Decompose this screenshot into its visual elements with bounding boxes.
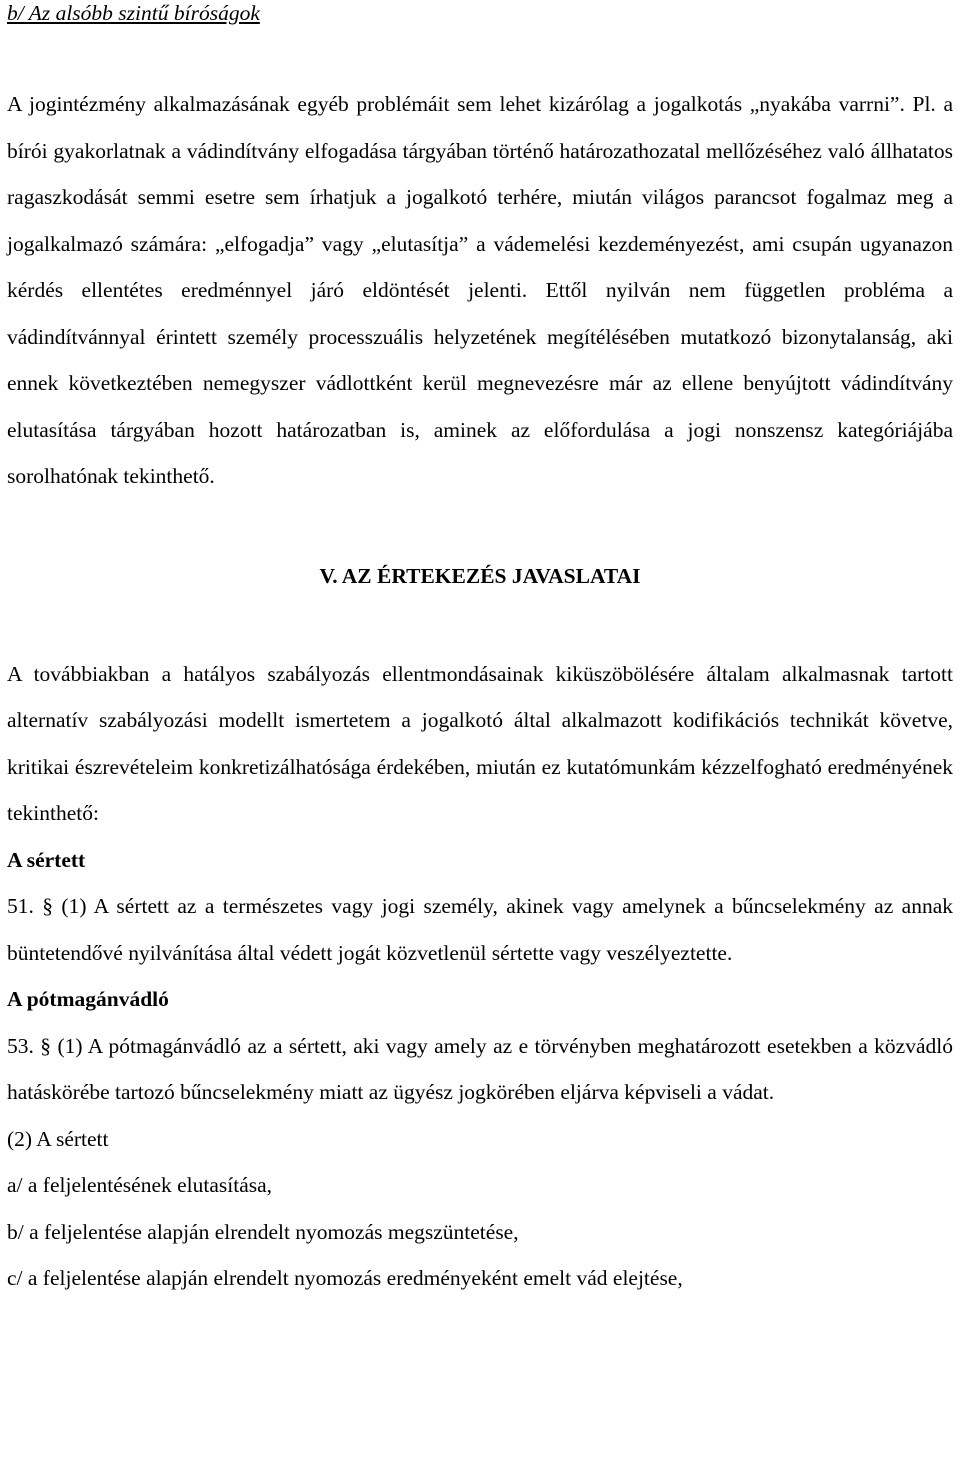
subheading: b/ Az alsóbb szintű bíróságok xyxy=(7,1,260,25)
list-item: b/ a feljelentése alapján elrendelt nyomozás megszüntetése, xyxy=(7,1219,519,1244)
section-heading-potmaganvadlo: A pótmagánvádló xyxy=(7,987,169,1011)
section-text-potmaganvadlo: 53. § (1) A pótmagánvádló az a sértett, aki vagy amely az e törvényben meghatározott esetekben a közvádló hatáskörébe tartozó bűncselekmény miatt az ügyész jogkörében eljárva képviseli a vádat. xyxy=(7,1033,953,1104)
paragraph-body: A jogintézmény alkalmazásának egyéb problémáit sem lehet kizárólag a jogalkotás „nyakába varrni”. Pl. a bírói gyakorlatnak a vádindítvány elfogadása tárgyában történő határozathozatal mellőzéséhez való állhatatos ragaszkodását semmi esetre sem írhatjuk a jogalkotó terhére, miután világos parancsot fogalmaz meg a jogalkalmazó számára: „elfogadja” vagy „elutasítja” a vádemelési kezdeményezést, ami csupán ugyanazon kérdés ellentétes eredménnyel járó eldöntését jelenti. Ettől nyilván nem független probléma a vádindítvánnyal érintett személy processzuális helyzetének megítélésében mutatkozó bizonytalanság, aki ennek következtében nemegyszer vádlottként kerül megnevezésre már az ellene benyújtott vádindítvány elutasítása tárgyában hozott határozatban is, aminek az előfordulása a jogi nonszensz kategóriájába sorolhatónak tekinthető. xyxy=(7,92,953,488)
list-item: (2) A sértett xyxy=(7,1126,109,1151)
list-item: a/ a feljelentésének elutasítása, xyxy=(7,1173,273,1197)
paragraph-intro: A továbbiakban a hatályos szabályozás ellentmondásainak kiküszöbölésére általam alkalmasnak tartott alternatív szabályozási modellt ismertetem a jogalkotó által alkalmazott kodifikációs technikát követve, kritikai észrevételeim konkretizálhatósága érdekében, miután ez kutatómunkám kézzelfogható eredményének tekinthető: xyxy=(7,661,953,825)
section-heading-serett: A sértett xyxy=(7,847,86,872)
chapter-title: V. AZ ÉRTEKEZÉS JAVASLATAI xyxy=(319,563,641,588)
list-item: c/ a feljelentése alapján elrendelt nyomozás eredményeként emelt vád elejtése, xyxy=(7,1266,683,1290)
section-text-serett: 51. § (1) A sértett az a természetes vagy jogi személy, akinek vagy amelynek a bűncselekmény az annak büntetendővé nyilvánítása által védett jogát közvetlenül sértette vagy veszélyeztette. xyxy=(7,894,953,965)
